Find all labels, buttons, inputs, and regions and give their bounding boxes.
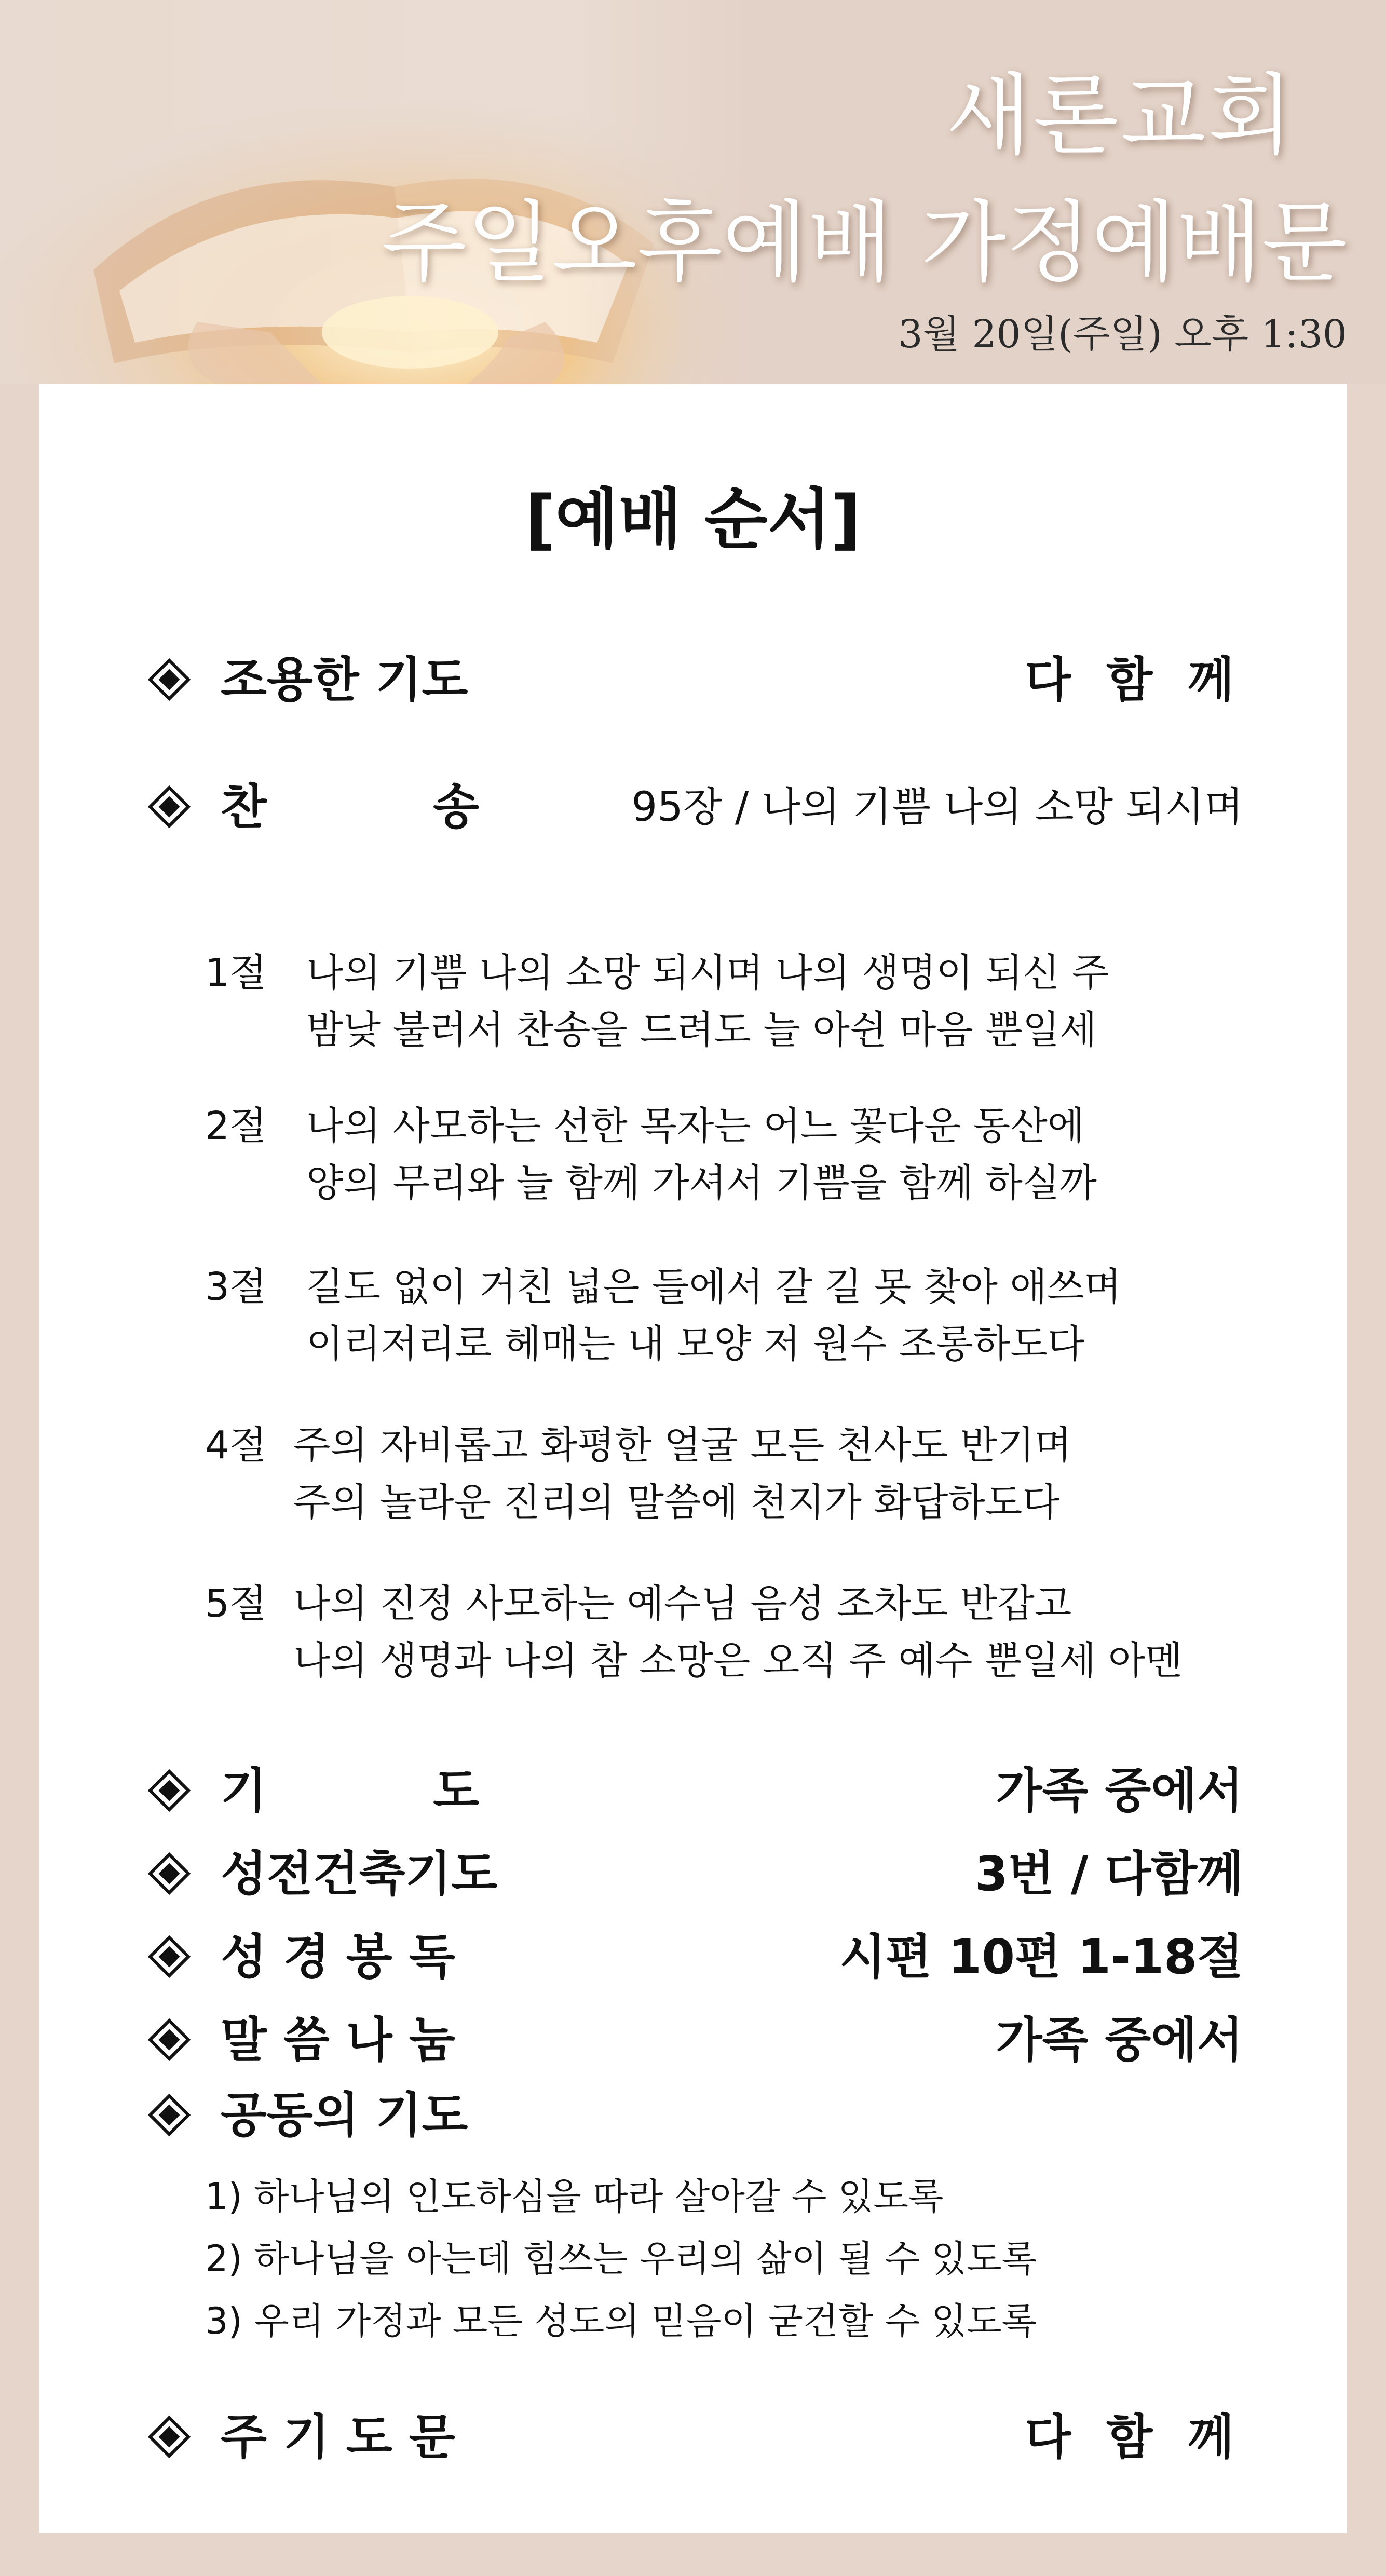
- verse-line: 이리저리로 헤매는 내 모양 저 원수 조롱하도다: [306, 1322, 1085, 1366]
- order-item-sermon-sharing: [39, 2004, 1347, 2077]
- diamond-bullet-icon: [148, 658, 191, 701]
- order-item-scripture-reading: [39, 1921, 1347, 1994]
- order-item-label: 말 씀 나 눔: [221, 2012, 455, 2068]
- verse-number: 3절: [205, 1265, 267, 1309]
- order-item-common-prayer: [39, 2079, 1347, 2152]
- section-title: [예배 순서]: [525, 481, 861, 558]
- order-item-label: 주 기 도 문: [221, 2409, 455, 2465]
- order-item-label: 조용한 기도: [221, 652, 468, 708]
- verse-line: 양의 무리와 늘 함께 가셔서 기쁨을 함께 하실까: [306, 1161, 1097, 1205]
- order-item-label: 성전건축기도: [221, 1846, 498, 1902]
- verse-line: 나의 사모하는 선한 목자는 어느 꽃다운 동산에: [306, 1104, 1085, 1148]
- order-item-value: 3번 / 다함께: [974, 1846, 1243, 1902]
- verse-number: 5절: [205, 1581, 267, 1626]
- list-item: 1) 하나님의 인도하심을 따라 살아갈 수 있도록: [205, 2175, 944, 2218]
- order-item-value: 가족 중에서: [996, 2012, 1243, 2068]
- diamond-bullet-icon: [148, 1935, 191, 1978]
- order-item-prayer: [39, 1755, 1347, 1827]
- diamond-bullet-icon: [148, 2094, 191, 2136]
- verse-line: 나의 진정 사모하는 예수님 음성 조차도 반갑고: [293, 1581, 1072, 1626]
- list-item: 2) 하나님을 아는데 힘쓰는 우리의 삶이 될 수 있도록: [205, 2238, 1037, 2280]
- order-item-value: 가족 중에서: [996, 1763, 1243, 1819]
- diamond-bullet-icon: [148, 1769, 191, 1812]
- header-banner: [0, 0, 1386, 384]
- worship-subtitle: 주일오후예배 가정예배문: [381, 192, 1347, 294]
- order-item-lords-prayer: [39, 2401, 1347, 2474]
- diamond-bullet-icon: [148, 1852, 191, 1895]
- order-item-silent-prayer: [39, 644, 1347, 716]
- order-item-label: 성 경 봉 독: [221, 1929, 455, 1985]
- worship-order-card: [39, 384, 1347, 2533]
- order-item-building-prayer: [39, 1838, 1347, 1910]
- verse-line: 나의 생명과 나의 참 소망은 오직 주 예수 뿐일세 아멘: [293, 1638, 1183, 1683]
- church-name: 새론교회: [946, 64, 1295, 167]
- verse-line: 주의 놀라운 진리의 말씀에 천지가 화답하도다: [293, 1480, 1059, 1525]
- verse-number: 1절: [205, 951, 267, 995]
- list-item: 3) 우리 가정과 모든 성도의 믿음이 굳건할 수 있도록: [205, 2300, 1037, 2342]
- order-item-value: 95장 / 나의 기쁨 나의 소망 되시며: [631, 784, 1243, 831]
- worship-date: 3월 20일(주일) 오후 1:30: [898, 312, 1347, 357]
- verse-number: 2절: [205, 1104, 267, 1148]
- verse-number: 4절: [205, 1423, 267, 1468]
- order-item-hymn: [39, 771, 1347, 844]
- verse-line: 밤낮 불러서 찬송을 드려도 늘 아쉰 마음 뿐일세: [306, 1008, 1097, 1052]
- order-item-label: 찬 송: [221, 779, 480, 835]
- order-item-label: 공동의 기도: [221, 2087, 468, 2143]
- verse-line: 길도 없이 거친 넓은 들에서 갈 길 못 찾아 애쓰며: [306, 1265, 1121, 1309]
- order-item-value: 다 함 께: [1025, 652, 1243, 708]
- verse-line: 나의 기쁨 나의 소망 되시며 나의 생명이 되신 주: [306, 951, 1109, 995]
- order-item-value: 다 함 께: [1025, 2409, 1243, 2465]
- verse-line: 주의 자비롭고 화평한 얼굴 모든 천사도 반기며: [293, 1423, 1072, 1468]
- order-item-value: 시편 10편 1-18절: [839, 1929, 1243, 1985]
- order-item-label: 기 도: [221, 1763, 480, 1819]
- diamond-bullet-icon: [148, 785, 191, 828]
- diamond-bullet-icon: [148, 2416, 191, 2458]
- diamond-bullet-icon: [148, 2018, 191, 2061]
